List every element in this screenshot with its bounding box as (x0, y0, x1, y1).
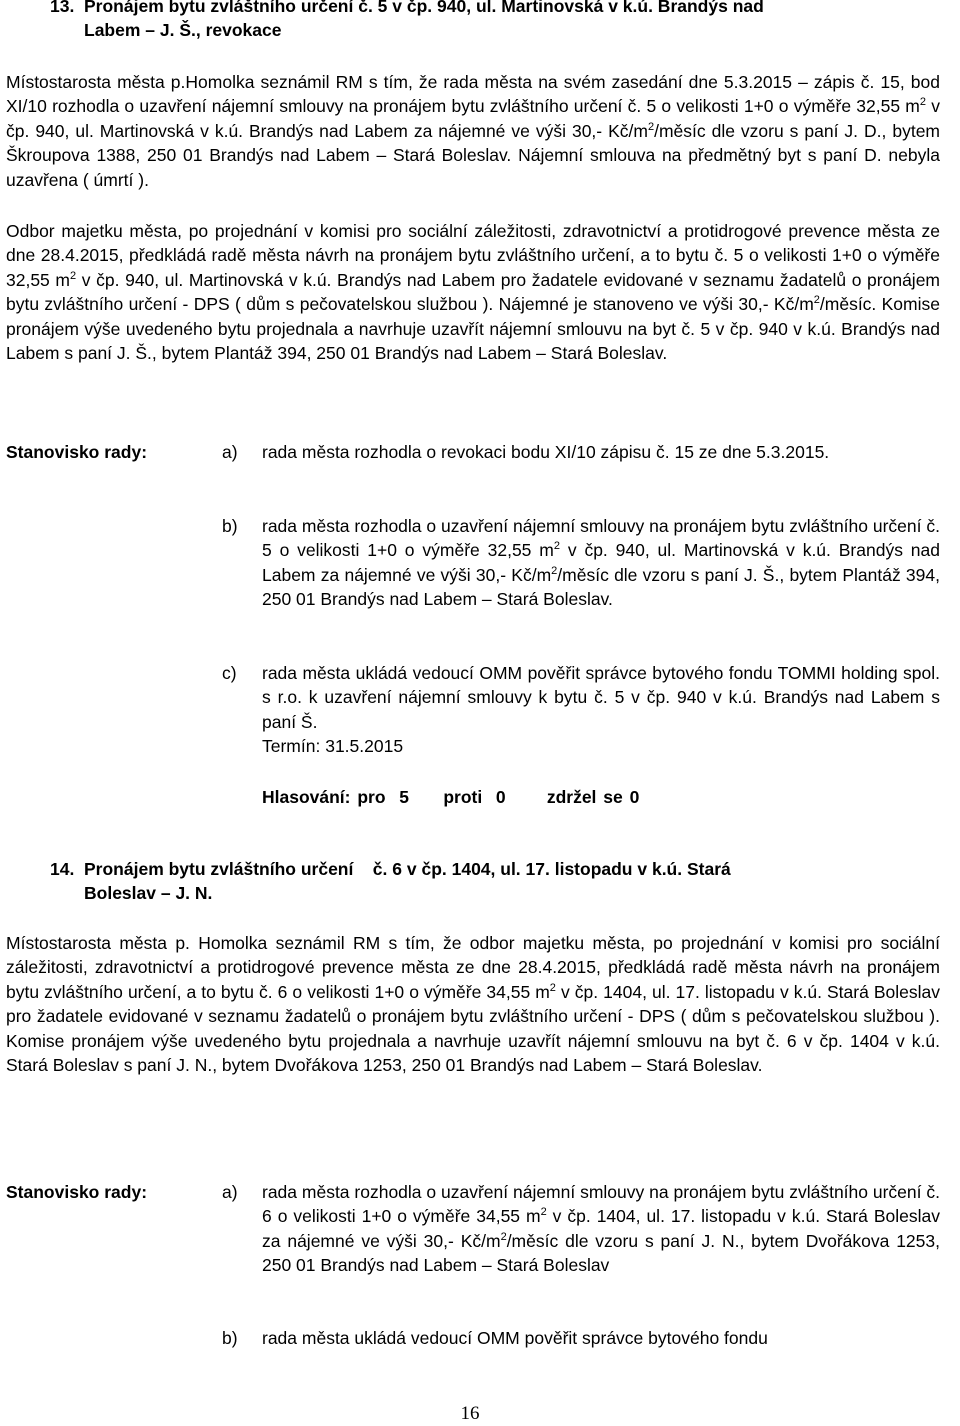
superscript: 2 (540, 1206, 547, 1219)
section-13-item-b (222, 514, 940, 612)
section-14-item-a (222, 1180, 940, 1278)
section-13-number: 13. (50, 0, 75, 16)
paragraph-text: Místostarosta města p.Homolka seznámil RM s tím, že rada města na svém zasedání dne 5.3.2015 – zápis č. 15, bod XI/10 rozhodla o uzavření nájemní smlouvy na pronájem bytu zvláštního určení č. 5 o velikosti 1+0 o výměře 32,55 m (6, 72, 940, 117)
superscript: 2 (647, 120, 655, 133)
item-text-part: rada města rozhodla o uzavření nájemní smlouvy na pronájem bytu zvláštního určení č. 5 o velikosti 1+0 o výměře 32,55 m (262, 516, 940, 561)
item-text (262, 514, 940, 612)
item-text-part: /měsíc dle vzoru s paní J. N., bytem Dvořákova 1253, 250 01 Brandýs nad Labem – Stará Boleslav (262, 1230, 940, 1276)
section-13-title-line2: Labem – J. Š., revokace (84, 20, 282, 41)
item-text-part: /měsíc dle vzoru s paní J. Š., bytem Plantáž 394, 250 01 Brandýs nad Labem – Stará Boleslav. (262, 564, 940, 610)
item-letter: b) (222, 1328, 238, 1348)
item-text (262, 1180, 940, 1278)
section-13-item-c (222, 661, 940, 759)
item-letter: b) (222, 516, 238, 536)
item-text-part: v čp. 1404, ul. 17. listopadu v k.ú. Stará Boleslav za nájemné ve výši 30,- Kč/m (262, 1206, 940, 1251)
section-14-stanovisko-label: Stanovisko rady: (6, 1182, 148, 1202)
superscript: 2 (553, 540, 560, 553)
section-14-number: 14. (50, 859, 75, 879)
paragraph-text: v čp. 1404, ul. 17. listopadu v k.ú. Stará Boleslav pro žadatele evidované v seznamu žadatelů o pronájem bytu zvláštního určení - DPS ( dům s pečovatelskou službou ). Komise pronájem výše uvedeného bytu projednala a navrhuje uzavřít nájemní smlouvu na byt č. 6 v čp. 1404 v k.ú. Stará Boleslav s paní J. N., bytem Dvořákova 1253, 250 01 Brandýs nad Labem – Stará Boleslav. (6, 981, 940, 1076)
deadline-text: Termín: 31.5.2015 (262, 736, 404, 757)
paragraph-text: v čp. 940, ul. Martinovská v k.ú. Brandýs nad Labem pro žadatele evidované v seznamu žadatelů o pronájem bytu zvláštního určení - DPS ( dům s pečovatelskou službou ). Nájemné je stanoveno ve výši 30,- Kč/m (6, 269, 941, 315)
section-14-title-line2: Boleslav – J. N. (84, 883, 213, 904)
item-letter: a) (222, 1182, 238, 1202)
superscript: 2 (551, 564, 558, 577)
superscript: 2 (70, 269, 77, 282)
paragraph-text: Místostarosta města p. Homolka seznámil RM s tím, že odbor majetku města, po projednání v komisi pro sociální záležitosti, zdravotnictví a protidrogové prevence města ze dne 28.4.2015, předkládá radě města návrh na pronájem bytu zvláštního určení, a to bytu č. 6 o velikosti 1+0 o výměře 34,55 m (6, 933, 940, 1002)
section-13-heading (50, 0, 940, 43)
paragraph-text: Odbor majetku města, po projednání v komisi pro sociální záležitosti, zdravotnictví a protidrogové prevence města ze dne 28.4.2015, předkládá radě města návrh na pronájem bytu zvláštního určení, a to bytu č. 5 o velikosti 1+0 o výměře 32,55 m (6, 221, 940, 290)
item-text-part: rada města rozhodla o uzavření nájemní smlouvy na pronájem bytu zvláštního určení č. 6 o velikosti 1+0 o výměře 34,55 m (262, 1182, 940, 1227)
item-text (262, 661, 940, 759)
item-letter: c) (222, 663, 237, 683)
paragraph-text: /měsíc. Komise pronájem výše uvedeného bytu projednala a navrhuje uzavřít nájemní smlouvu na byt č. 5 v čp. 940 v k.ú. Brandýs nad Labem s paní J. Š., bytem Plantáž 394, 250 01 Brandýs nad Labem – Stará Boleslav. (6, 294, 940, 364)
superscript: 2 (813, 294, 820, 307)
section-13-title-line1: Pronájem bytu zvláštního určení č. 5 v čp. 940, ul. Martinovská v k.ú. Brandýs nad (84, 0, 764, 16)
page-number: 16 (460, 1403, 480, 1424)
section-14-paragraph (6, 931, 940, 1077)
paragraph-text: /měsíc dle vzoru s paní J. D., bytem Škroupova 1388, 250 01 Brandýs nad Labem – Stará Boleslav. Nájemní smlouva na předmětný byt s paní D. nebyla uzavřena ( úmrtí ). (6, 120, 941, 190)
section-14-heading (50, 857, 940, 906)
item-letter: a) (222, 442, 238, 462)
item-text-part: v čp. 940, ul. Martinovská v k.ú. Brandýs nad Labem za nájemné ve výši 30,- Kč/m (262, 540, 940, 585)
section-14-item-b (222, 1326, 940, 1350)
section-13-paragraph-2 (6, 219, 940, 365)
section-13-vote: Hlasování: pro 5 proti 0 zdržel se 0 (262, 787, 640, 807)
superscript: 2 (919, 96, 927, 109)
section-13-paragraph-1 (6, 70, 940, 192)
paragraph-text: v čp. 940, ul. Martinovská v k.ú. Brandýs nad Labem za nájemné ve výši 30,- Kč/m (6, 96, 940, 141)
section-13-stanovisko-label: Stanovisko rady: (6, 442, 148, 462)
section-14-title-line1: Pronájem bytu zvláštního určení č. 6 v čp. 1404, ul. 17. listopadu v k.ú. Stará (84, 859, 731, 879)
item-text-part: rada města ukládá vedoucí OMM pověřit správce bytového fondu TOMMI holding spol. s r.o. k uzavření nájemní smlouvy k bytu č. 5 v čp. 940 v k.ú. Brandýs nad Labem s paní Š. (262, 663, 940, 732)
item-text: rada města rozhodla o revokaci bodu XI/10 zápisu č. 15 ze dne 5.3.2015. (262, 442, 830, 462)
section-13-item-a (222, 440, 940, 464)
superscript: 2 (549, 981, 556, 994)
item-text: rada města ukládá vedoucí OMM pověřit správce bytového fondu (262, 1328, 768, 1348)
superscript: 2 (500, 1230, 507, 1243)
